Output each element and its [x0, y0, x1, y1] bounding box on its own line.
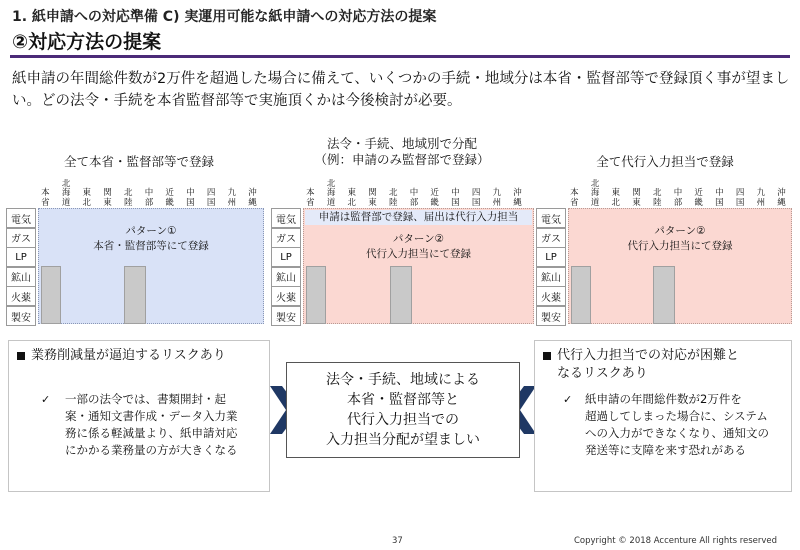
conclusion-line: 入力担当分配が望ましい [326, 432, 480, 448]
column-1-title [20, 154, 258, 170]
conclusion-line: 本省・監督部等と [347, 392, 459, 408]
region-label: 近 畿 [165, 188, 174, 208]
section-subtitle: 1. 紙申請への対応準備 C) 実運用可能な紙申請への対応方法の提案 [12, 9, 437, 25]
region-label: 関 東 [632, 188, 641, 208]
region-header-1 [35, 174, 263, 208]
region-label: 九 州 [756, 188, 766, 208]
category-label: 電気 [536, 208, 566, 228]
pattern-1-desc: 本省・監督部等にて登録 [93, 240, 209, 252]
grid-column-2 [271, 208, 534, 324]
region-label: 北 海 道 [326, 178, 336, 208]
left-risk-line: 務に係る軽減量より、紙申請対応 [65, 426, 238, 440]
left-risk-line: 案・通知文書作成・データ入力業 [65, 409, 238, 423]
split-note: 申請は監督部で登録、届出は代行入力担当 [305, 210, 532, 225]
category-label: 火薬 [6, 286, 36, 306]
category-label: 鉱山 [536, 267, 566, 287]
category-label: 鉱山 [271, 267, 301, 287]
pattern-1-name: パターン① [125, 225, 177, 237]
region-label: 沖 縄 [777, 188, 786, 208]
pattern-2-label [303, 232, 534, 262]
region-label: 中 国 [451, 188, 460, 208]
column-2-title-line-1: 法令・手続、地域別で分配 [326, 136, 477, 151]
left-risk-title-text: 業務削減量が逼迫するリスクあり [31, 348, 226, 363]
category-label: ガス [536, 228, 566, 248]
region-label: 本 省 [41, 188, 50, 208]
category-label: 製安 [536, 306, 566, 326]
region-label: 九 州 [492, 188, 502, 208]
column-2-title-line-2: （例：申請のみ監督部で登録） [314, 152, 490, 167]
region-label: 中 国 [715, 188, 724, 208]
left-risk-box [8, 340, 270, 492]
right-risk-title-text: 代行入力担当での対応が困難と [557, 348, 740, 363]
category-label: ガス [271, 228, 301, 248]
region-label: 東 北 [611, 188, 621, 208]
right-risk-title [543, 347, 789, 383]
column-1-title-line: 全て本省・監督部等で登録 [63, 154, 214, 169]
intro-text: 紙申請の年間総件数が2万件を超過した場合に備えて、いくつかの手続・地域分は本省・監督部等で登録頂く事が望ましい。どの法令・手続を本省監督部等で実施頂くかは今後検討が必要。 [12, 71, 790, 109]
right-risk-line: への入力ができなくなり、通知文の [585, 426, 769, 440]
square-bullet-icon [543, 352, 551, 360]
region-label: 沖 縄 [513, 188, 522, 208]
category-label: 火薬 [271, 286, 301, 306]
left-risk-line: 一部の法令では、書類開封・起 [65, 392, 226, 406]
region-label: 本 省 [570, 188, 579, 208]
region-label: 沖 縄 [248, 188, 257, 208]
left-risk-body [65, 391, 269, 459]
square-bullet-icon [17, 352, 25, 360]
column-3-title-line: 全て代行入力担当で登録 [596, 154, 734, 169]
region-label: 関 東 [103, 188, 112, 208]
left-risk-line: にかかる業務量の方が大きくなる [65, 443, 238, 457]
region-header-2 [300, 174, 528, 208]
region-label: 北 陸 [652, 188, 662, 208]
region-label: 九 州 [227, 188, 237, 208]
region-label: 四 国 [735, 188, 745, 208]
region-label: 北 陸 [123, 188, 133, 208]
page-title: ②対応方法の提案 [12, 31, 162, 53]
column-2-title [270, 136, 534, 168]
region-label: 近 畿 [430, 188, 439, 208]
conclusion-line: 代行入力担当での [347, 412, 459, 428]
region-label: 中 部 [673, 188, 683, 208]
right-risk-title-line: なるリスクあり [557, 366, 648, 381]
region-label: 近 畿 [694, 188, 703, 208]
grid-column-3 [536, 208, 792, 324]
grey-bar [41, 266, 61, 324]
right-risk-line: 超過してしまった場合に、システム [585, 409, 768, 423]
region-label: 四 国 [206, 188, 216, 208]
region-label: 北 海 道 [590, 178, 600, 208]
right-risk-line: 発送等に支障を来す恐れがある [585, 443, 746, 457]
region-label: 関 東 [368, 188, 377, 208]
region-header-3 [564, 174, 792, 208]
grid-column-1 [6, 208, 264, 324]
pattern-3-label [568, 224, 792, 254]
page-number: 37 [392, 536, 403, 546]
pattern-3-name: パターン② [654, 225, 706, 237]
category-label: LP [6, 247, 36, 267]
pattern-3-desc: 代行入力担当にて登録 [627, 240, 733, 252]
pattern-1-label [38, 224, 264, 254]
region-label: 本 省 [306, 188, 315, 208]
pattern-2-desc: 代行入力担当にて登録 [366, 248, 471, 260]
category-label: 製安 [6, 306, 36, 326]
region-label: 東 北 [347, 188, 357, 208]
category-label: 鉱山 [6, 267, 36, 287]
right-risk-body [585, 391, 789, 459]
check-icon: ✓ [563, 393, 573, 406]
grey-bar [124, 266, 146, 324]
category-label: LP [271, 247, 301, 267]
right-risk-box [534, 340, 792, 492]
region-label: 北 海 道 [61, 178, 71, 208]
grey-bar [390, 266, 412, 324]
region-label: 中 国 [186, 188, 195, 208]
category-label: LP [536, 247, 566, 267]
category-label: ガス [6, 228, 36, 248]
region-label: 北 陸 [388, 188, 398, 208]
region-label: 中 部 [144, 188, 154, 208]
grey-bar [653, 266, 675, 324]
conclusion-line: 法令・手続、地域による [326, 372, 480, 388]
title-divider [10, 55, 790, 58]
region-label: 東 北 [82, 188, 92, 208]
check-icon: ✓ [41, 393, 51, 406]
pattern-2-area [303, 208, 534, 324]
left-risk-title [17, 347, 267, 365]
category-label: 電気 [271, 208, 301, 228]
category-label: 電気 [6, 208, 36, 228]
pattern-2-name: パターン② [392, 233, 445, 245]
copyright: Copyright © 2018 Accenture All rights reserved [574, 536, 778, 546]
region-label: 中 部 [409, 188, 419, 208]
conclusion-text [326, 370, 480, 450]
conclusion-box [286, 362, 520, 458]
category-label: 製安 [271, 306, 301, 326]
grey-bar [306, 266, 326, 324]
region-label: 四 国 [471, 188, 481, 208]
column-3-title [540, 154, 790, 170]
category-label: 火薬 [536, 286, 566, 306]
grey-bar [571, 266, 591, 324]
right-risk-line: 紙申請の年間総件数が2万件を [585, 392, 742, 406]
right-risk-title-line [543, 347, 789, 365]
